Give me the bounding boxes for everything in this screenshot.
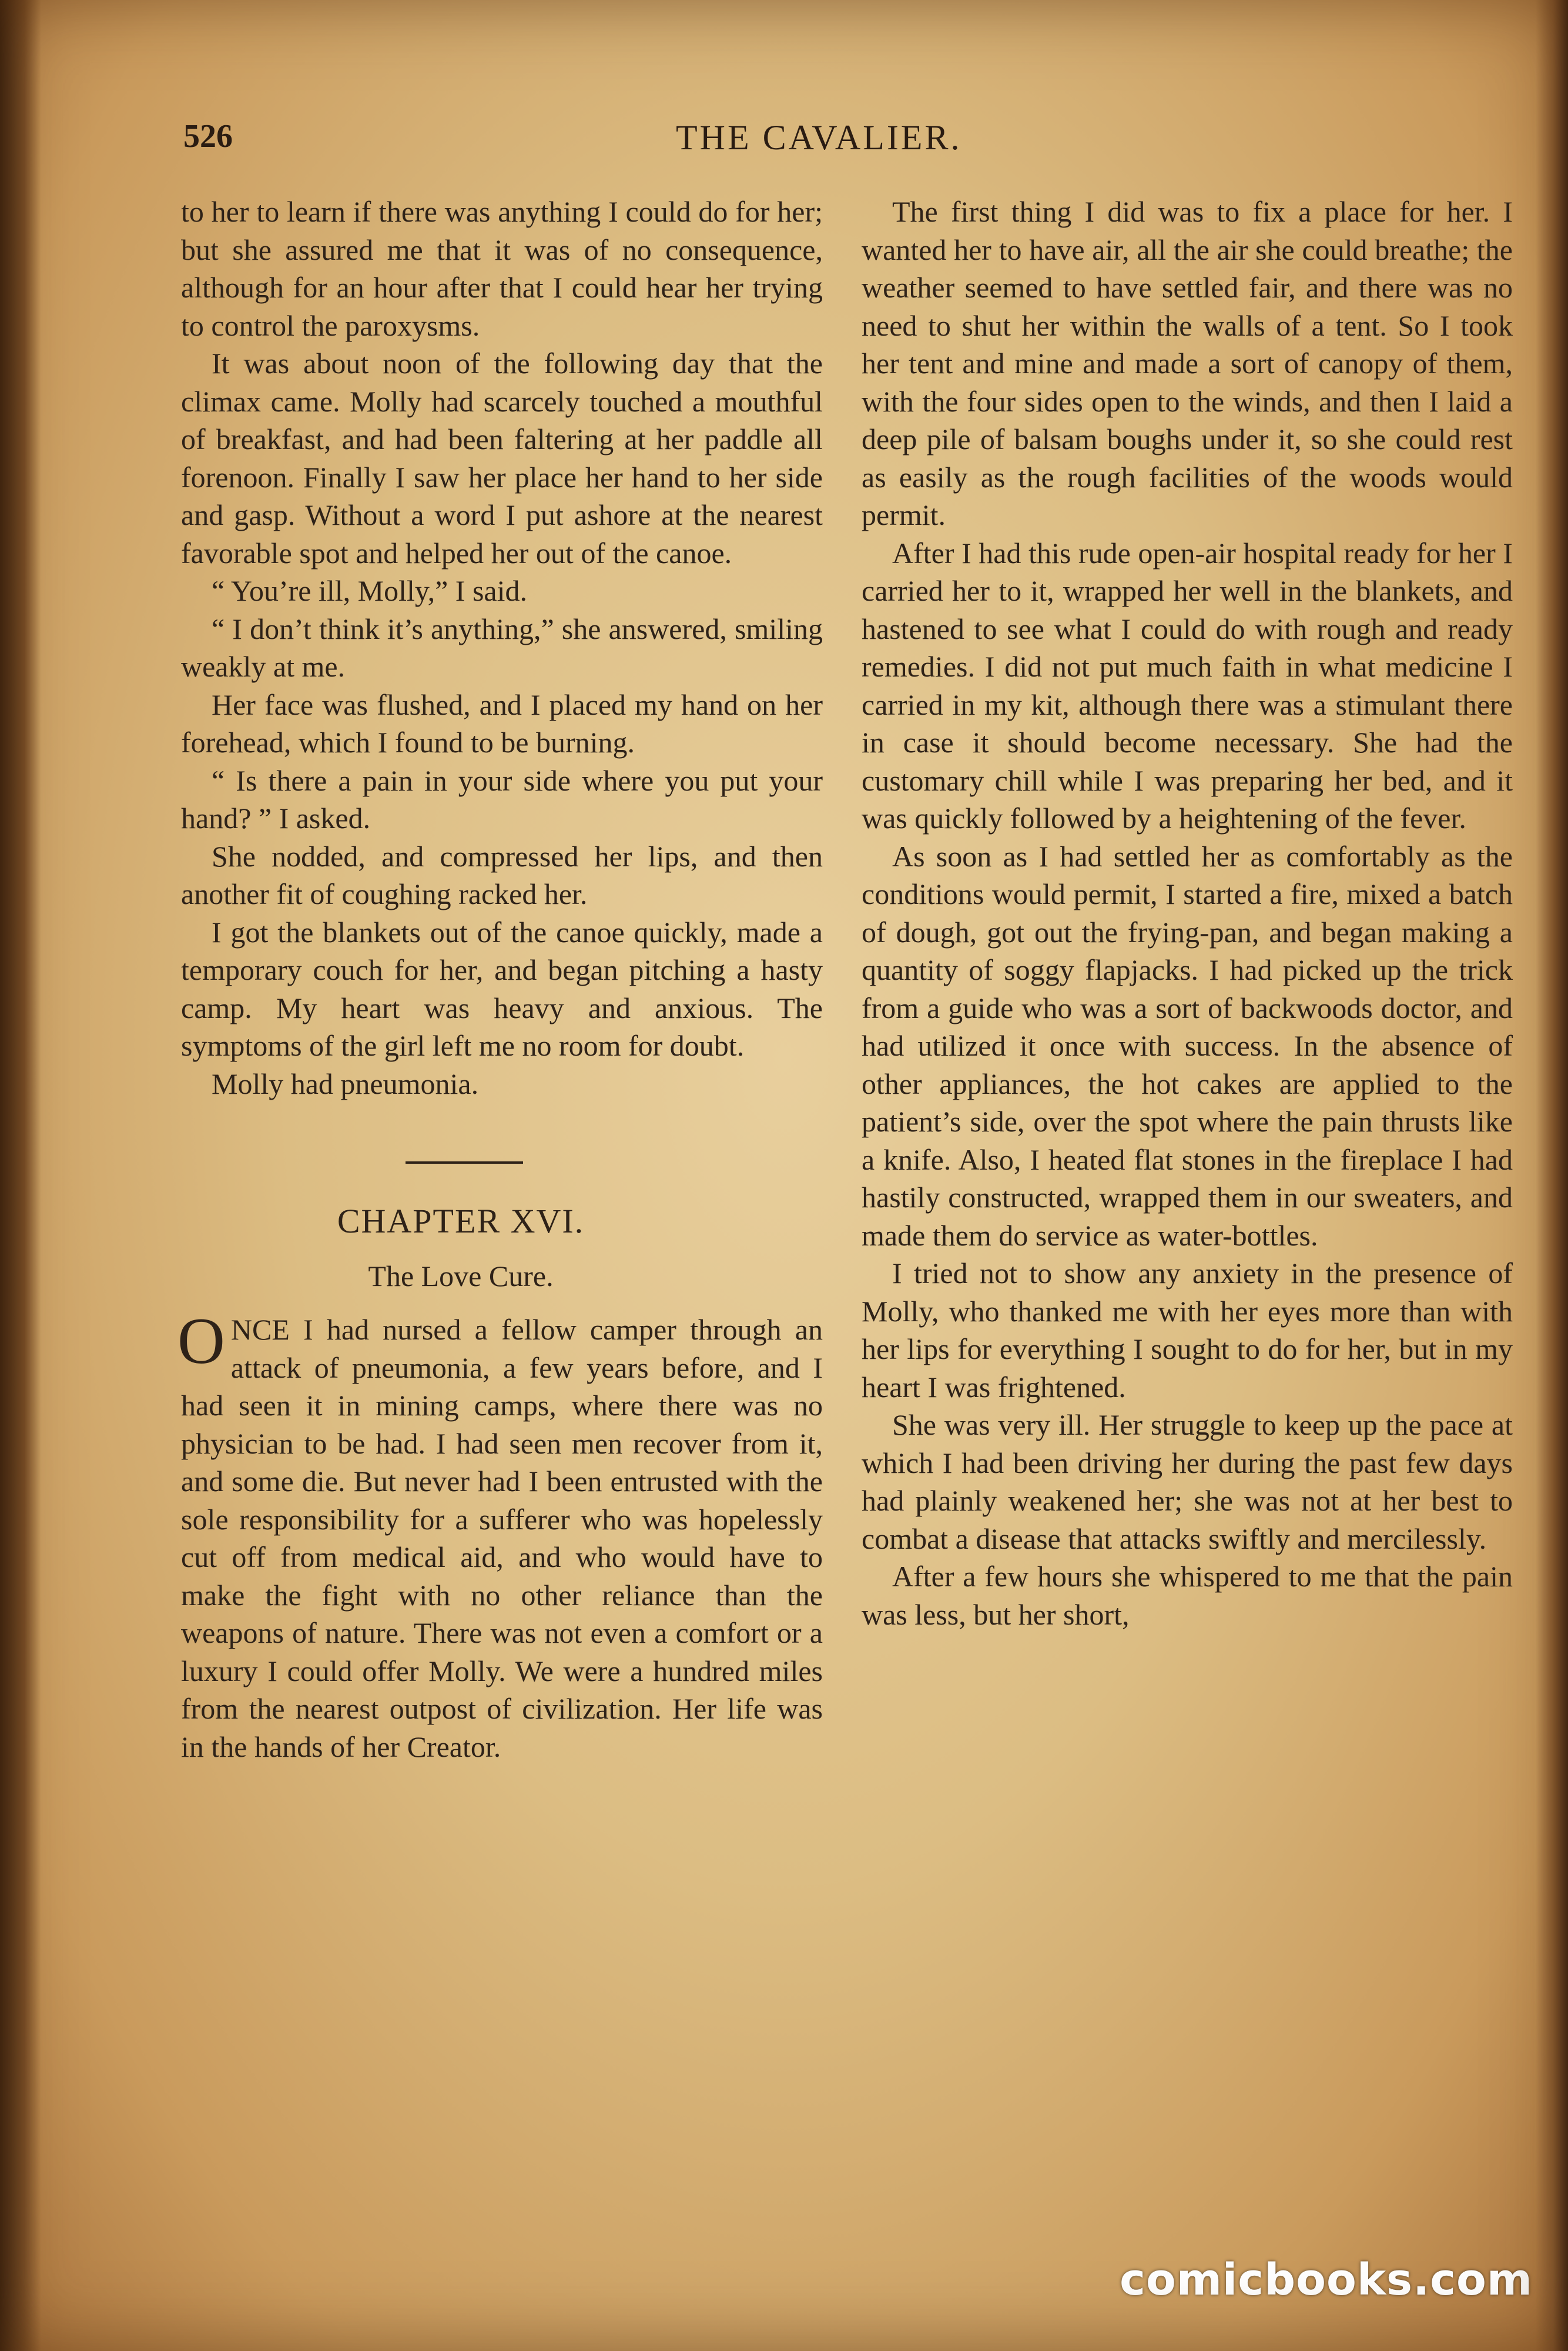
paragraph: The first thing I did was to fix a place for her. I wanted her to have air, all the air she could breathe; the weather seemed to have settled fair, and there was no need to shut her within the walls of a tent. So I took her tent and mine and made a sort of canopy of them, with the four sides open to the winds, and then I laid a deep pile of balsam boughs under it, so she could rest as easily as the rough facilities of the woods would permit. (862, 195, 1513, 531)
page-edge (1536, 0, 1568, 2351)
right-column (862, 193, 1513, 1633)
paragraph: Molly had pneumonia. (212, 1067, 479, 1100)
paragraph: I tried not to show any anxiety in the presence of Molly, who thanked me with her eyes more than with her lips for everything I sought to do for her, but in my heart I was frightened. (862, 1257, 1513, 1404)
left-column (177, 193, 823, 1766)
section-divider (406, 1161, 523, 1164)
journal-title: THE CAVALIER. (676, 118, 962, 157)
chapter-heading: CHAPTER XVI. (337, 1202, 585, 1240)
paragraph: After I had this rude open-air hospital ready for her I carried her to it, wrapped her well in the blankets, and hastened to see what I could do with rough and ready remedies. I did not put much faith in what medicine I carried in my kit, although there was a stimulant there in case it should become necessary. She had the customary chill while I was preparing her bed, and it was quickly followed by a heightening of the fever. (862, 536, 1513, 835)
watermark: comicbooks.com (1120, 2255, 1533, 2305)
paragraph: “ You’re ill, Molly,” I said. (212, 574, 527, 607)
binding-shadow (0, 0, 41, 2351)
paragraph: to her to learn if there was anything I could do for her; but she assured me that it was of no consequence, although for an hour after that I could hear her trying to control the paroxysms. (181, 195, 823, 342)
paragraph-text: NCE I had nursed a fellow camper through an attack of pneumonia, a few years before, and I had seen it in mining camps, where there was no physician to be had. I had seen men recover from it, and some die. But never had I been entrusted with the sole responsibility for a sufferer who was hopelessly cut off from medical aid, and who would have to make the fight with no other reliance than the weapons of nature. There was not even a comfort or a luxury I could offer Molly. We were a hundred miles from the nearest outpost of civilization. Her life was in the hands of her Creator. (181, 1313, 823, 1763)
running-head (0, 118, 1568, 170)
paragraph: “ Is there a pain in your side where you put your hand? ” I asked. (181, 763, 823, 835)
paragraph: She nodded, and compressed her lips, and then another fit of coughing racked her. (181, 839, 823, 910)
paragraph: It was about noon of the following day that the climax came. Molly had scarcely touched a mouthful of breakfast, and had been faltering at her paddle all forenoon. Finally I saw her place her hand to her side and gasp. Without a word I put ashore at the nearest favorable spot and helped her out of the canoe. (181, 347, 823, 570)
paragraph: As soon as I had settled her as comfortably as the conditions would permit, I started a fire, mixed a batch of dough, got out the frying-pan, and began making a quantity of soggy flapjacks. I had picked up the trick from a guide who was a sort of backwoods doctor, and had utilized it once with success. In the absence of other appliances, the hot cakes are applied to the patient’s side, over the spot where the pain thrusts like a knife. Also, I heated flat stones in the fireplace I had hastily constructed, wrapped them in our sweaters, and made them do service as water-bottles. (862, 839, 1513, 1252)
paragraph: She was very ill. Her struggle to keep up the pace at which I had been driving her during the past few days had plainly weakened her; she was not at her best to combat a disease that attacks swiftly and mercilessly. (862, 1408, 1513, 1555)
page-number: 526 (183, 118, 233, 155)
paragraph: Her face was flushed, and I placed my hand on her forehead, which I found to be burning. (181, 688, 823, 759)
paragraph: I got the blankets out of the canoe quickly, made a temporary couch for her, and began pitching a hasty camp. My heart was heavy and anxious. The symptoms of the girl left me no room for doubt. (181, 915, 823, 1062)
paragraph: “ I don’t think it’s anything,” she answered, smiling weakly at me. (181, 612, 823, 683)
drop-cap: O (177, 1305, 225, 1378)
paragraph: After a few hours she whispered to me that the pain was less, but her short, (862, 1560, 1513, 1631)
chapter-subtitle: The Love Cure. (368, 1260, 554, 1292)
chapter-opening-paragraph (177, 1305, 823, 1766)
